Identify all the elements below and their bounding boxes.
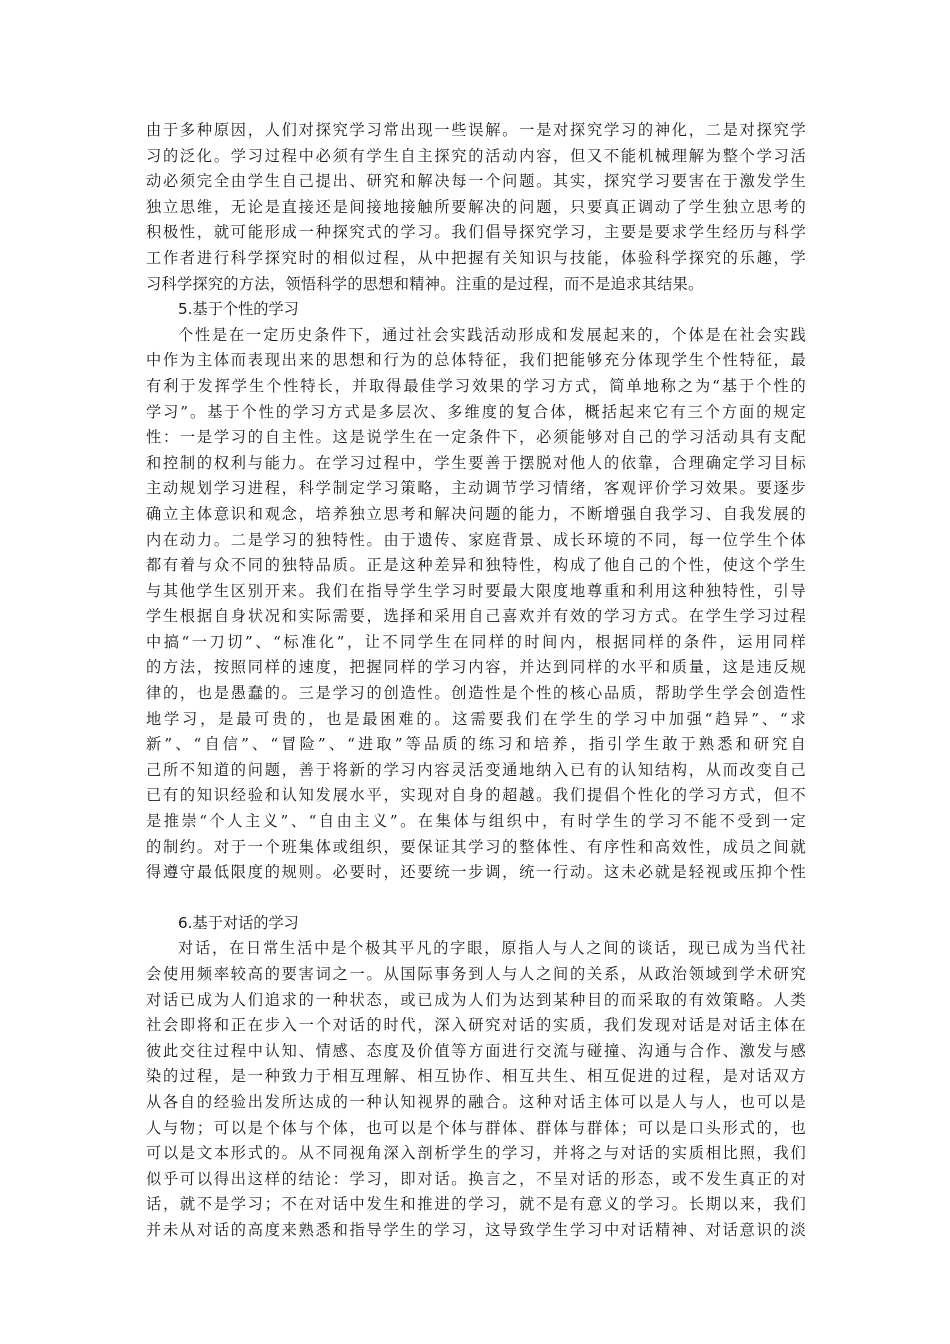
text-line: 主动规划学习进程，科学制定学习策略，主动调节学习情绪，客观评价学习效果。要逐步 <box>146 479 806 498</box>
paragraph-inquiry-learning <box>146 118 806 297</box>
text-line: 是推崇“个人主义”、“自由主义”。在集体与组织中，有时学生的学习不能不受到一定 <box>146 812 806 831</box>
paragraph-dialogue-learning <box>146 936 806 1243</box>
text-line: 得遵守最低限度的规则。必要时，还要统一步调，统一行动。这未必就是轻视或压抑个性 <box>146 863 806 882</box>
text-line: 从各自的经验出发所达成的一种认知视界的融合。这种对话主体可以是人与人，也可以是 <box>146 1092 806 1111</box>
text-line: 由于多种原因，人们对探究学习常出现一些误解。一是对探究学习的神化，二是对探究学 <box>146 121 806 139</box>
text-line: 新”、“自信”、“冒险”、“进取”等品质的练习和培养，指引学生敢于熟悉和研究自 <box>146 735 806 754</box>
text-line: 对话，在日常生活中是个极其平凡的字眼，原指人与人之间的谈话，现已成为当代社 <box>178 939 806 958</box>
text-line: 个性是在一定历史条件下，通过社会实践活动形成和发展起来的，个体是在社会实践 <box>178 325 806 344</box>
text-line: 积极性，就可能形成一种探究式的学习。我们倡导探究学习，主要是要求学生经历与科学 <box>146 223 806 242</box>
text-line: 独立思维，无论是直接还是间接地接触所要解决的问题，只要真正调动了学生独立思考的 <box>146 197 806 216</box>
text-line: 中作为主体而表现出来的思想和行为的总体特征，我们把能够充分体现学生个性特征，最 <box>146 351 806 370</box>
text-line: 人与物；可以是个体与个体，也可以是个体与群体、群体与群体；可以是口头形式的，也 <box>146 1118 806 1137</box>
text-line: 社会即将和正在步入一个对话的时代，深入研究对话的实质，我们发现对话是对话主体在 <box>146 1016 806 1035</box>
text-line: 动必须完全由学生自己提出、研究和解决每一个问题。其实，探究学习要害在于激发学生 <box>146 172 806 191</box>
text-line: 的制约。对于一个班集体或组织，要保证其学习的整体性、有序性和高效性，成员之间就 <box>146 837 806 856</box>
section-heading-6 <box>146 911 806 937</box>
text-line: 学习”。基于个性的学习方式是多层次、多维度的复合体，概括起来它有三个方面的规定 <box>146 402 806 421</box>
text-line: 和控制的权利与能力。在学习过程中，学生要善于摆脱对他人的依靠，合理确定学习目标 <box>146 453 806 472</box>
text-line: 似乎可以得出这样的结论：学习，即对话。换言之，不呈对话的形态，或不发生真正的对 <box>146 1169 806 1188</box>
text-line: 习的泛化。学习过程中必须有学生自主探究的活动内容，但又不能机械理解为整个学习活 <box>146 146 806 165</box>
text-line: 可以是文本形式的。从不同视角深入剖析学生的学习，并将之与对话的实质相比照，我们 <box>146 1144 806 1163</box>
heading-number: 5. <box>178 300 193 319</box>
text-line: 地学习，是最可贵的，也是最困难的。这需要我们在学生的学习中加强“趋异”、“求 <box>146 709 806 728</box>
heading-text: 基于对话的学习 <box>192 913 299 932</box>
text-line: 彼此交往过程中认知、情感、态度及价值等方面进行交流与碰撞、沟通与合作、激发与感 <box>146 1041 806 1060</box>
section-heading-5 <box>146 297 806 323</box>
text-line: 律的，也是愚蠢的。三是学习的创造性。创造性是个性的核心品质，帮助学生学会创造性 <box>146 684 806 703</box>
document-page <box>146 118 806 1244</box>
text-line: 并未从对话的高度来熟悉和指导学生的学习，这导致学生学习中对话精神、对话意识的淡 <box>146 1220 806 1239</box>
heading-number: 6. <box>178 913 193 932</box>
text-line: 对话已成为人们追求的一种状态，或已成为人们为达到某种目的而采取的有效策略。人类 <box>146 990 806 1009</box>
text-line: 学生根据自身状况和实际需要，选择和采用自己喜欢并有效的学习方式。在学生学习过程 <box>146 607 806 626</box>
text-line: 中搞“一刀切”、“标准化”，让不同学生在同样的时间内，根据同样的条件，运用同样 <box>146 632 806 651</box>
heading-text: 基于个性的学习 <box>192 300 299 319</box>
section-gap <box>146 886 806 911</box>
text-line: 的方法，按照同样的速度，把握同样的学习内容，并达到同样的水平和质量，这是违反规 <box>146 658 806 677</box>
text-line: 性：一是学习的自主性。这是说学生在一定条件下，必须能够对自己的学习活动具有支配 <box>146 428 806 447</box>
text-line: 染的过程，是一种致力于相互理解、相互协作、相互共生、相互促进的过程，是对话双方 <box>146 1067 806 1086</box>
text-line: 内在动力。二是学习的独特性。由于遗传、家庭背景、成长环境的不同，每一位学生个体 <box>146 530 806 549</box>
text-line: 习科学探究的方法，领悟科学的思想和精神。注重的是过程，而不是追求其结果。 <box>146 274 704 293</box>
text-line: 确立主体意识和观念，培养独立思考和解决问题的能力，不断增强自我学习、自我发展的 <box>146 504 806 523</box>
text-line: 有利于发挥学生个性特长，并取得最佳学习效果的学习方式，简单地称之为“基于个性的 <box>146 376 806 395</box>
text-line: 都有着与众不同的独特品质。正是这种差异和独特性，构成了他自己的个性，使这个学生 <box>146 556 806 575</box>
paragraph-individual-learning <box>146 323 806 886</box>
text-line: 会使用频率较高的要害词之一。从国际事务到人与人之间的关系，从政治领域到学术研究 <box>146 965 806 983</box>
text-line: 己所不知道的问题，善于将新的学习内容灵活变通地纳入已有的认知结构，从而改变自己 <box>146 760 806 779</box>
text-line: 已有的知识经验和认知发展水平，实现对自身的超越。我们提倡个性化的学习方式，但不 <box>146 786 806 805</box>
text-line: 工作者进行科学探究时的相似过程，从中把握有关知识与技能，体验科学探究的乐趣，学 <box>146 248 806 267</box>
text-line: 与其他学生区别开来。我们在指导学生学习时要最大限度地尊重和利用这种独特性，引导 <box>146 581 806 600</box>
text-line: 话，就不是学习；不在对话中发生和推进的学习，就不是有意义的学习。长期以来，我们 <box>146 1195 806 1214</box>
